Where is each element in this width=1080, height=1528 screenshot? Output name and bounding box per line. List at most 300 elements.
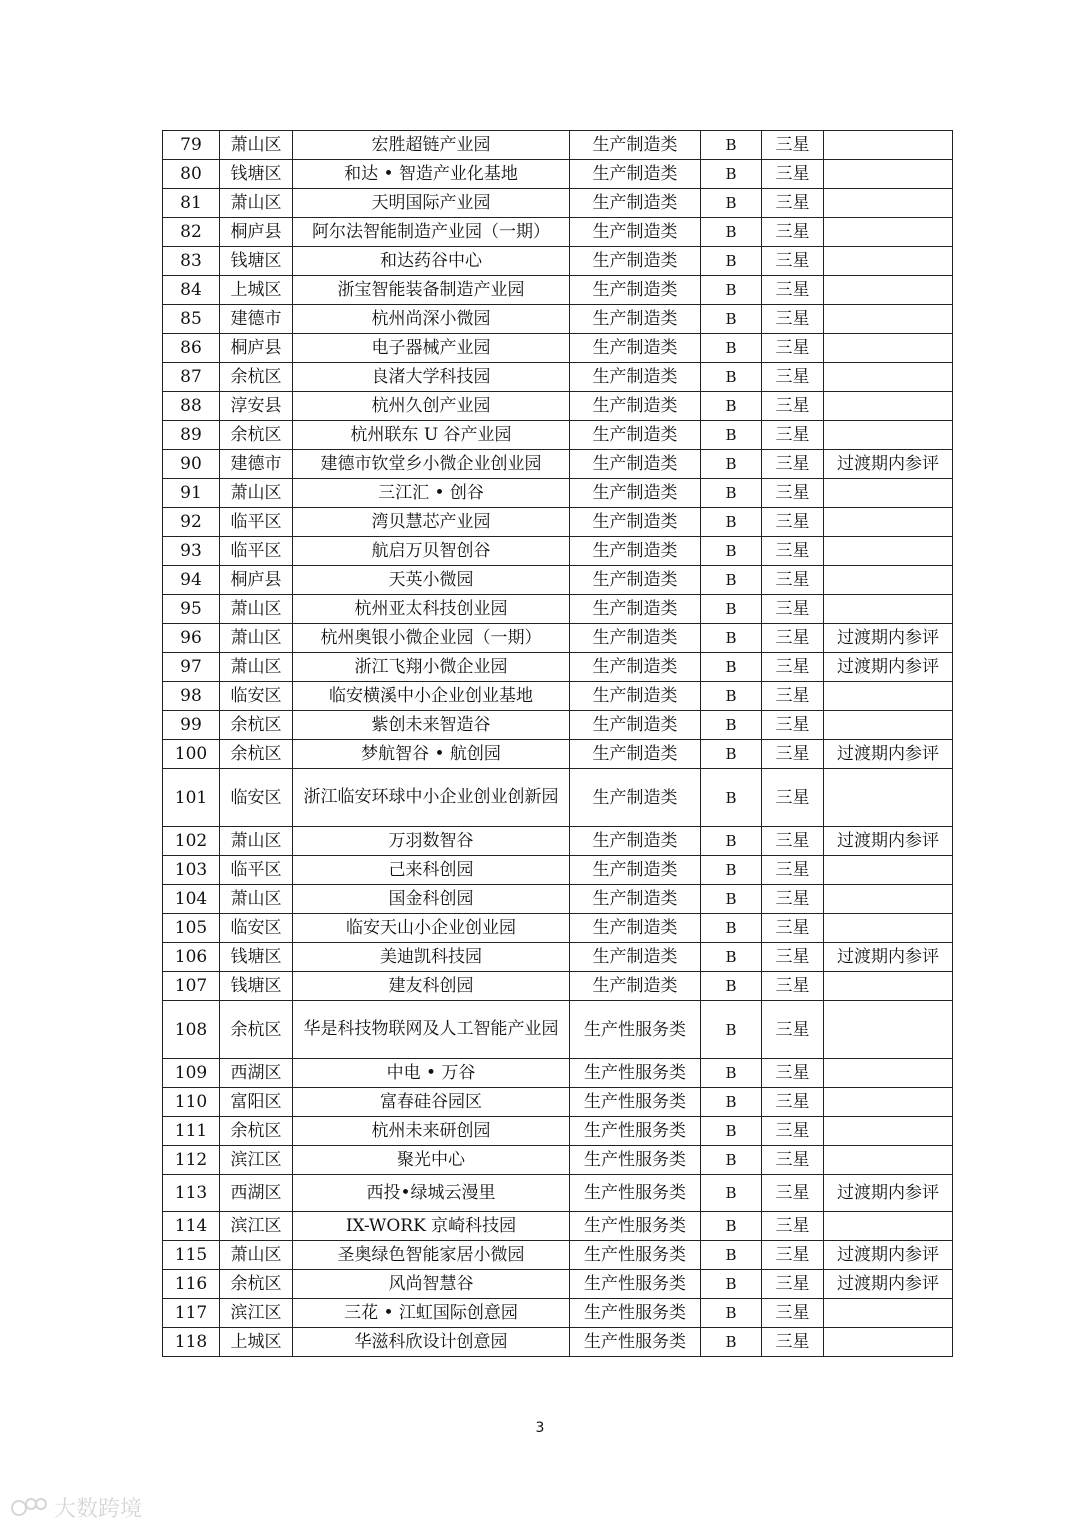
- grade-cell: B: [701, 479, 762, 508]
- district-cell: 桐庐县: [220, 566, 293, 595]
- table-row: [163, 1270, 953, 1299]
- category-cell: 生产制造类: [570, 421, 701, 450]
- district-cell: 滨江区: [220, 1146, 293, 1175]
- grade-cell: B: [701, 421, 762, 450]
- row-number-cell: 117: [163, 1299, 220, 1328]
- note-cell: [824, 914, 953, 943]
- table-row: [163, 450, 953, 479]
- park-name-cell: 杭州联东 U 谷产业园: [293, 421, 570, 450]
- category-cell: 生产性服务类: [570, 1241, 701, 1270]
- note-cell: [824, 1299, 953, 1328]
- note-cell: 过渡期内参评: [824, 740, 953, 769]
- note-cell: [824, 334, 953, 363]
- park-name-cell: 西投•绿城云漫里: [293, 1175, 570, 1212]
- grade-cell: B: [701, 1212, 762, 1241]
- star-rating-cell: 三星: [762, 856, 824, 885]
- star-rating-cell: 三星: [762, 392, 824, 421]
- category-cell: 生产制造类: [570, 653, 701, 682]
- park-name-cell: 聚光中心: [293, 1146, 570, 1175]
- park-name-cell: 临安横溪中小企业创业基地: [293, 682, 570, 711]
- grade-cell: B: [701, 247, 762, 276]
- star-rating-cell: 三星: [762, 1088, 824, 1117]
- category-cell: 生产制造类: [570, 914, 701, 943]
- grade-cell: B: [701, 1328, 762, 1357]
- table-row: [163, 421, 953, 450]
- row-number-cell: 97: [163, 653, 220, 682]
- park-name-cell: 良渚大学科技园: [293, 363, 570, 392]
- table-row: [163, 160, 953, 189]
- grade-cell: B: [701, 305, 762, 334]
- note-cell: [824, 363, 953, 392]
- table-row: [163, 131, 953, 160]
- table-row: [163, 885, 953, 914]
- category-cell: 生产制造类: [570, 827, 701, 856]
- table-row: [163, 537, 953, 566]
- star-rating-cell: 三星: [762, 682, 824, 711]
- watermark-text: 大数跨境: [54, 1497, 143, 1522]
- row-number-cell: 112: [163, 1146, 220, 1175]
- district-cell: 桐庐县: [220, 218, 293, 247]
- star-rating-cell: 三星: [762, 1212, 824, 1241]
- table-row: [163, 914, 953, 943]
- category-cell: 生产制造类: [570, 479, 701, 508]
- district-cell: 钱塘区: [220, 160, 293, 189]
- note-cell: [824, 392, 953, 421]
- note-cell: [824, 1117, 953, 1146]
- category-cell: 生产制造类: [570, 711, 701, 740]
- note-cell: [824, 1088, 953, 1117]
- note-cell: 过渡期内参评: [824, 1175, 953, 1212]
- grade-cell: B: [701, 595, 762, 624]
- district-cell: 临安区: [220, 914, 293, 943]
- district-cell: 西湖区: [220, 1175, 293, 1212]
- grade-cell: B: [701, 218, 762, 247]
- note-cell: [824, 769, 953, 827]
- grade-cell: B: [701, 1146, 762, 1175]
- category-cell: 生产性服务类: [570, 1299, 701, 1328]
- star-rating-cell: 三星: [762, 566, 824, 595]
- table-row: [163, 305, 953, 334]
- category-cell: 生产性服务类: [570, 1088, 701, 1117]
- note-cell: 过渡期内参评: [824, 653, 953, 682]
- table-row: [163, 1241, 953, 1270]
- district-cell: 萧山区: [220, 827, 293, 856]
- star-rating-cell: 三星: [762, 711, 824, 740]
- grade-cell: B: [701, 1117, 762, 1146]
- district-cell: 萧山区: [220, 595, 293, 624]
- row-number-cell: 93: [163, 537, 220, 566]
- table-row: [163, 1001, 953, 1059]
- park-name-cell: 杭州亚太科技创业园: [293, 595, 570, 624]
- district-cell: 钱塘区: [220, 247, 293, 276]
- park-rating-table: [162, 130, 953, 1357]
- grade-cell: B: [701, 624, 762, 653]
- district-cell: 滨江区: [220, 1299, 293, 1328]
- category-cell: 生产制造类: [570, 247, 701, 276]
- star-rating-cell: 三星: [762, 595, 824, 624]
- park-name-cell: 富春硅谷园区: [293, 1088, 570, 1117]
- category-cell: 生产制造类: [570, 943, 701, 972]
- park-name-cell: 浙江临安环球中小企业创业创新园: [293, 769, 570, 827]
- star-rating-cell: 三星: [762, 276, 824, 305]
- star-rating-cell: 三星: [762, 247, 824, 276]
- note-cell: [824, 305, 953, 334]
- note-cell: [824, 595, 953, 624]
- grade-cell: B: [701, 1001, 762, 1059]
- note-cell: [824, 972, 953, 1001]
- row-number-cell: 100: [163, 740, 220, 769]
- park-name-cell: 天英小微园: [293, 566, 570, 595]
- category-cell: 生产制造类: [570, 624, 701, 653]
- category-cell: 生产制造类: [570, 537, 701, 566]
- note-cell: [824, 1001, 953, 1059]
- category-cell: 生产制造类: [570, 595, 701, 624]
- row-number-cell: 91: [163, 479, 220, 508]
- park-name-cell: 电子器械产业园: [293, 334, 570, 363]
- row-number-cell: 87: [163, 363, 220, 392]
- row-number-cell: 111: [163, 1117, 220, 1146]
- star-rating-cell: 三星: [762, 943, 824, 972]
- grade-cell: B: [701, 1059, 762, 1088]
- note-cell: 过渡期内参评: [824, 1241, 953, 1270]
- note-cell: [824, 1146, 953, 1175]
- table-row: [163, 1175, 953, 1212]
- park-name-cell: 三江汇 • 创谷: [293, 479, 570, 508]
- district-cell: 萧山区: [220, 624, 293, 653]
- grade-cell: B: [701, 972, 762, 1001]
- district-cell: 西湖区: [220, 1059, 293, 1088]
- star-rating-cell: 三星: [762, 1117, 824, 1146]
- category-cell: 生产制造类: [570, 450, 701, 479]
- table-row: [163, 363, 953, 392]
- note-cell: [824, 885, 953, 914]
- category-cell: 生产性服务类: [570, 1001, 701, 1059]
- table-row: [163, 1146, 953, 1175]
- row-number-cell: 96: [163, 624, 220, 653]
- grade-cell: B: [701, 334, 762, 363]
- star-rating-cell: 三星: [762, 218, 824, 247]
- star-rating-cell: 三星: [762, 827, 824, 856]
- row-number-cell: 95: [163, 595, 220, 624]
- row-number-cell: 85: [163, 305, 220, 334]
- category-cell: 生产制造类: [570, 856, 701, 885]
- grade-cell: B: [701, 566, 762, 595]
- grade-cell: B: [701, 1299, 762, 1328]
- category-cell: 生产制造类: [570, 885, 701, 914]
- table-row: [163, 711, 953, 740]
- district-cell: 临安区: [220, 769, 293, 827]
- row-number-cell: 88: [163, 392, 220, 421]
- district-cell: 淳安县: [220, 392, 293, 421]
- category-cell: 生产性服务类: [570, 1270, 701, 1299]
- category-cell: 生产制造类: [570, 740, 701, 769]
- row-number-cell: 80: [163, 160, 220, 189]
- park-name-cell: 杭州尚深小微园: [293, 305, 570, 334]
- category-cell: 生产制造类: [570, 334, 701, 363]
- park-name-cell: 国金科创园: [293, 885, 570, 914]
- park-name-cell: 中电 • 万谷: [293, 1059, 570, 1088]
- note-cell: [824, 1059, 953, 1088]
- star-rating-cell: 三星: [762, 363, 824, 392]
- row-number-cell: 115: [163, 1241, 220, 1270]
- star-rating-cell: 三星: [762, 1299, 824, 1328]
- row-number-cell: 81: [163, 189, 220, 218]
- table-row: [163, 1117, 953, 1146]
- park-name-cell: 杭州奥银小微企业园（一期）: [293, 624, 570, 653]
- table-row: [163, 595, 953, 624]
- grade-cell: B: [701, 740, 762, 769]
- row-number-cell: 103: [163, 856, 220, 885]
- park-name-cell: 紫创未来智造谷: [293, 711, 570, 740]
- park-name-cell: 梦航智谷 • 航创园: [293, 740, 570, 769]
- grade-cell: B: [701, 537, 762, 566]
- table-row: [163, 566, 953, 595]
- page-number: 3: [535, 1420, 545, 1436]
- star-rating-cell: 三星: [762, 1175, 824, 1212]
- note-cell: [824, 421, 953, 450]
- park-name-cell: 和达 • 智造产业化基地: [293, 160, 570, 189]
- star-rating-cell: 三星: [762, 450, 824, 479]
- grade-cell: B: [701, 450, 762, 479]
- note-cell: [824, 276, 953, 305]
- row-number-cell: 83: [163, 247, 220, 276]
- category-cell: 生产制造类: [570, 131, 701, 160]
- district-cell: 临安区: [220, 682, 293, 711]
- star-rating-cell: 三星: [762, 914, 824, 943]
- row-number-cell: 82: [163, 218, 220, 247]
- district-cell: 临平区: [220, 856, 293, 885]
- row-number-cell: 99: [163, 711, 220, 740]
- row-number-cell: 90: [163, 450, 220, 479]
- row-number-cell: 86: [163, 334, 220, 363]
- row-number-cell: 89: [163, 421, 220, 450]
- table-row: [163, 479, 953, 508]
- category-cell: 生产制造类: [570, 363, 701, 392]
- table-row: [163, 624, 953, 653]
- table-row: [163, 682, 953, 711]
- park-name-cell: 华是科技物联网及人工智能产业园: [293, 1001, 570, 1059]
- row-number-cell: 110: [163, 1088, 220, 1117]
- star-rating-cell: 三星: [762, 189, 824, 218]
- category-cell: 生产性服务类: [570, 1117, 701, 1146]
- grade-cell: B: [701, 1241, 762, 1270]
- table-row: [163, 1212, 953, 1241]
- table-row: [163, 1059, 953, 1088]
- grade-cell: B: [701, 392, 762, 421]
- park-name-cell: 美迪凯科技园: [293, 943, 570, 972]
- district-cell: 建德市: [220, 305, 293, 334]
- category-cell: 生产制造类: [570, 972, 701, 1001]
- park-name-cell: 浙宝智能装备制造产业园: [293, 276, 570, 305]
- note-cell: [824, 131, 953, 160]
- district-cell: 萧山区: [220, 131, 293, 160]
- note-cell: 过渡期内参评: [824, 624, 953, 653]
- district-cell: 余杭区: [220, 1117, 293, 1146]
- park-name-cell: 阿尔法智能制造产业园（一期）: [293, 218, 570, 247]
- row-number-cell: 84: [163, 276, 220, 305]
- category-cell: 生产性服务类: [570, 1212, 701, 1241]
- park-name-cell: 建德市钦堂乡小微企业创业园: [293, 450, 570, 479]
- table-row: [163, 334, 953, 363]
- grade-cell: B: [701, 363, 762, 392]
- note-cell: 过渡期内参评: [824, 827, 953, 856]
- row-number-cell: 108: [163, 1001, 220, 1059]
- grade-cell: B: [701, 131, 762, 160]
- grade-cell: B: [701, 508, 762, 537]
- star-rating-cell: 三星: [762, 885, 824, 914]
- district-cell: 萧山区: [220, 479, 293, 508]
- district-cell: 萧山区: [220, 1241, 293, 1270]
- star-rating-cell: 三星: [762, 1328, 824, 1357]
- park-name-cell: 己来科创园: [293, 856, 570, 885]
- park-name-cell: 浙江飞翔小微企业园: [293, 653, 570, 682]
- district-cell: 上城区: [220, 1328, 293, 1357]
- row-number-cell: 94: [163, 566, 220, 595]
- star-rating-cell: 三星: [762, 1146, 824, 1175]
- district-cell: 临平区: [220, 537, 293, 566]
- category-cell: 生产制造类: [570, 508, 701, 537]
- table-row: [163, 392, 953, 421]
- table-row: [163, 827, 953, 856]
- district-cell: 余杭区: [220, 1270, 293, 1299]
- park-name-cell: 圣奥绿色智能家居小微园: [293, 1241, 570, 1270]
- grade-cell: B: [701, 769, 762, 827]
- table-row: [163, 276, 953, 305]
- district-cell: 建德市: [220, 450, 293, 479]
- category-cell: 生产制造类: [570, 392, 701, 421]
- row-number-cell: 114: [163, 1212, 220, 1241]
- category-cell: 生产制造类: [570, 276, 701, 305]
- star-rating-cell: 三星: [762, 1270, 824, 1299]
- star-rating-cell: 三星: [762, 305, 824, 334]
- grade-cell: B: [701, 653, 762, 682]
- district-cell: 萧山区: [220, 653, 293, 682]
- note-cell: 过渡期内参评: [824, 450, 953, 479]
- park-name-cell: 航启万贝智创谷: [293, 537, 570, 566]
- category-cell: 生产性服务类: [570, 1059, 701, 1088]
- grade-cell: B: [701, 885, 762, 914]
- district-cell: 萧山区: [220, 885, 293, 914]
- grade-cell: B: [701, 856, 762, 885]
- grade-cell: B: [701, 827, 762, 856]
- table-row: [163, 856, 953, 885]
- district-cell: 富阳区: [220, 1088, 293, 1117]
- category-cell: 生产制造类: [570, 305, 701, 334]
- park-name-cell: 万羽数智谷: [293, 827, 570, 856]
- park-name-cell: 湾贝慧芯产业园: [293, 508, 570, 537]
- row-number-cell: 105: [163, 914, 220, 943]
- table-row: [163, 247, 953, 276]
- note-cell: 过渡期内参评: [824, 943, 953, 972]
- row-number-cell: 101: [163, 769, 220, 827]
- star-rating-cell: 三星: [762, 160, 824, 189]
- note-cell: [824, 682, 953, 711]
- category-cell: 生产性服务类: [570, 1328, 701, 1357]
- note-cell: [824, 160, 953, 189]
- row-number-cell: 98: [163, 682, 220, 711]
- table-row: [163, 1299, 953, 1328]
- grade-cell: B: [701, 1270, 762, 1299]
- category-cell: 生产制造类: [570, 218, 701, 247]
- table-body: [163, 131, 953, 1357]
- park-name-cell: 三花 • 江虹国际创意园: [293, 1299, 570, 1328]
- star-rating-cell: 三星: [762, 1001, 824, 1059]
- note-cell: [824, 856, 953, 885]
- grade-cell: B: [701, 1175, 762, 1212]
- park-name-cell: 临安天山小企业创业园: [293, 914, 570, 943]
- park-name-cell: 建友科创园: [293, 972, 570, 1001]
- grade-cell: B: [701, 943, 762, 972]
- row-number-cell: 106: [163, 943, 220, 972]
- park-name-cell: 和达药谷中心: [293, 247, 570, 276]
- row-number-cell: 113: [163, 1175, 220, 1212]
- district-cell: 余杭区: [220, 363, 293, 392]
- note-cell: 过渡期内参评: [824, 1270, 953, 1299]
- row-number-cell: 118: [163, 1328, 220, 1357]
- row-number-cell: 116: [163, 1270, 220, 1299]
- category-cell: 生产制造类: [570, 160, 701, 189]
- table-row: [163, 508, 953, 537]
- district-cell: 余杭区: [220, 740, 293, 769]
- note-cell: [824, 1212, 953, 1241]
- district-cell: 临平区: [220, 508, 293, 537]
- table-row: [163, 1328, 953, 1357]
- table-row: [163, 972, 953, 1001]
- star-rating-cell: 三星: [762, 972, 824, 1001]
- table-row: [163, 189, 953, 218]
- table-row: [163, 740, 953, 769]
- category-cell: 生产制造类: [570, 189, 701, 218]
- star-rating-cell: 三星: [762, 508, 824, 537]
- grade-cell: B: [701, 276, 762, 305]
- grade-cell: B: [701, 189, 762, 218]
- category-cell: 生产性服务类: [570, 1175, 701, 1212]
- star-rating-cell: 三星: [762, 769, 824, 827]
- note-cell: [824, 218, 953, 247]
- star-rating-cell: 三星: [762, 421, 824, 450]
- note-cell: [824, 711, 953, 740]
- star-rating-cell: 三星: [762, 624, 824, 653]
- park-name-cell: 宏胜超链产业园: [293, 131, 570, 160]
- note-cell: [824, 566, 953, 595]
- table-row: [163, 1088, 953, 1117]
- park-name-cell: 华滋科欣设计创意园: [293, 1328, 570, 1357]
- note-cell: [824, 479, 953, 508]
- park-name-cell: 杭州久创产业园: [293, 392, 570, 421]
- star-rating-cell: 三星: [762, 131, 824, 160]
- category-cell: 生产制造类: [570, 769, 701, 827]
- district-cell: 余杭区: [220, 1001, 293, 1059]
- table-row: [163, 943, 953, 972]
- note-cell: [824, 1328, 953, 1357]
- category-cell: 生产性服务类: [570, 1146, 701, 1175]
- park-name-cell: 天明国际产业园: [293, 189, 570, 218]
- note-cell: [824, 508, 953, 537]
- watermark: [10, 1492, 142, 1523]
- row-number-cell: 104: [163, 885, 220, 914]
- star-rating-cell: 三星: [762, 537, 824, 566]
- star-rating-cell: 三星: [762, 1059, 824, 1088]
- park-name-cell: IX-WORK 京崎科技园: [293, 1212, 570, 1241]
- district-cell: 滨江区: [220, 1212, 293, 1241]
- category-cell: 生产制造类: [570, 682, 701, 711]
- grade-cell: B: [701, 711, 762, 740]
- note-cell: [824, 537, 953, 566]
- star-rating-cell: 三星: [762, 740, 824, 769]
- row-number-cell: 79: [163, 131, 220, 160]
- row-number-cell: 109: [163, 1059, 220, 1088]
- grade-cell: B: [701, 160, 762, 189]
